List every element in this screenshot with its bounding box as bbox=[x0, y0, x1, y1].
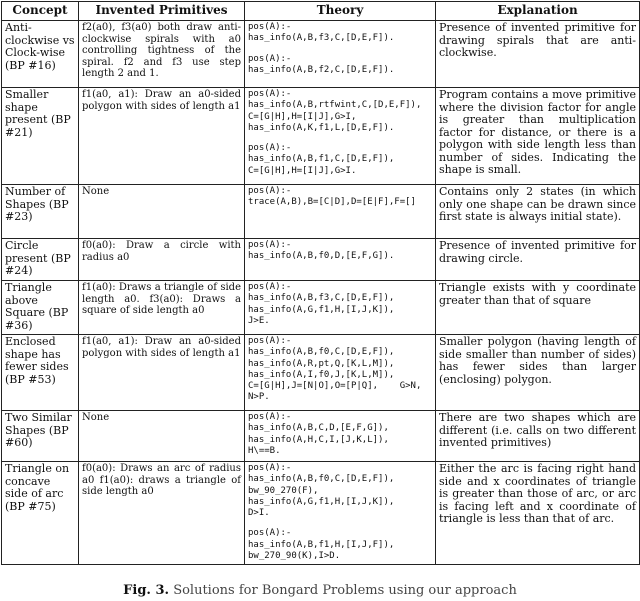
invented-cell: None bbox=[79, 411, 245, 462]
concept-cell: Circle present (BP #24) bbox=[2, 239, 79, 281]
table-row bbox=[2, 21, 640, 88]
caption-label: Fig. 3. bbox=[123, 583, 170, 598]
results-table bbox=[1, 1, 640, 565]
theory-cell bbox=[245, 462, 436, 565]
theory-cell bbox=[245, 185, 436, 239]
theory-clause: pos(A):- has_info(A,B,f0,D,[E,F,G]). bbox=[248, 240, 395, 262]
table-row bbox=[2, 335, 640, 411]
explanation-cell: Triangle exists with y coordinate greater than that of square bbox=[436, 281, 640, 335]
header-row bbox=[2, 2, 640, 21]
explanation-cell: There are two shapes which are different (i.e. calls on two different invented primitives) bbox=[436, 411, 640, 462]
explanation-cell: Either the arc is facing right hand side and x coordinates of triangle is greater than those of arc, or arc is facing left and x coordinate of triangle is less than that of arc. bbox=[436, 462, 640, 565]
invented-cell: f0(a0): Draw a circle with radius a0 bbox=[79, 239, 245, 281]
invented-cell: f0(a0): Draws an arc of radius a0 f1(a0): draws a triangle of side length a0 bbox=[79, 462, 245, 565]
theory-clause: pos(A):- has_info(A,B,C,D,[E,F,G]), has_info(A,H,C,I,[J,K,L]), H\==B. bbox=[248, 412, 389, 456]
table-row bbox=[2, 239, 640, 281]
theory-cell bbox=[245, 21, 436, 88]
explanation-cell: Contains only 2 states (in which only one shape can be drawn since first state is always initial state). bbox=[436, 185, 640, 239]
table-row bbox=[2, 185, 640, 239]
explanation-cell: Presence of invented primitive for drawing circle. bbox=[436, 239, 640, 281]
concept-cell: Triangle on concave side of arc (BP #75) bbox=[2, 462, 79, 565]
theory-cell bbox=[245, 335, 436, 411]
header-invented-primitives: Invented Primitives bbox=[79, 2, 245, 21]
invented-cell: f1(a0, a1): Draw an a0-sided polygon with sides of length a1 bbox=[79, 88, 245, 185]
explanation-cell: Program contains a move primitive where the division factor for angle is greater than multiplication factor for distance, or there is a polygon with side length less than number of sides. Indicating the shape is small. bbox=[436, 88, 640, 185]
header-explanation: Explanation bbox=[436, 2, 640, 21]
theory-cell bbox=[245, 88, 436, 185]
concept-cell: Number of Shapes (BP #23) bbox=[2, 185, 79, 239]
table-row bbox=[2, 88, 640, 185]
figure-caption bbox=[0, 583, 640, 599]
theory-cell bbox=[245, 239, 436, 281]
theory-clause: pos(A):- has_info(A,B,f0,C,[D,E,F]), has_info(A,R,pt,Q,[K,L,M]), has_info(A,I,f0,J,[K,L,M]), C=[G|H],J=[N|O],O=[P|Q], G>N, N>P. bbox=[248, 336, 422, 403]
theory-clause: pos(A):- has_info(A,B,f3,C,[D,E,F]), has_info(A,G,f1,H,[I,J,K]), J>E. bbox=[248, 282, 395, 326]
header-theory: Theory bbox=[245, 2, 436, 21]
concept-cell: Triangle above Square (BP #36) bbox=[2, 281, 79, 335]
invented-cell: f2(a0), f3(a0) both draw anti-clockwise spirals with a0 controlling tightness of the spiral. f2 and f3 use step length 2 and 1. bbox=[79, 21, 245, 88]
explanation-cell: Presence of invented primitive for drawing spirals that are anti-clockwise. bbox=[436, 21, 640, 88]
concept-cell: Enclosed shape has fewer sides (BP #53) bbox=[2, 335, 79, 411]
theory-clause: pos(A):- has_info(A,B,rtfwint,C,[D,E,F]), C=[G|H],H=[I|J],G>I, has_info(A,K,f1,L,[D,E,F]). bbox=[248, 89, 422, 133]
theory-cell bbox=[245, 281, 436, 335]
theory-clause: pos(A):- has_info(A,B,f0,C,[D,E,F]), bw_90_270(F), has_info(A,G,f1,H,[I,J,K]), D>I. bbox=[248, 463, 395, 519]
invented-cell: None bbox=[79, 185, 245, 239]
concept-cell: Anti-clockwise vs Clock-wise (BP #16) bbox=[2, 21, 79, 88]
theory-clause: pos(A):- has_info(A,B,f2,C,[D,E,F]). bbox=[248, 53, 395, 75]
caption-text: Solutions for Bongard Problems using our approach bbox=[173, 583, 517, 598]
header-concept: Concept bbox=[2, 2, 79, 21]
table-row bbox=[2, 411, 640, 462]
theory-clause: pos(A):- trace(A,B),B=[C|D],D=[E|F],F=[] bbox=[248, 186, 416, 208]
invented-cell: f1(a0): Draws a triangle of side length a0. f3(a0): Draws a square of side length a0 bbox=[79, 281, 245, 335]
table-row bbox=[2, 462, 640, 565]
concept-cell: Smaller shape present (BP #21) bbox=[2, 88, 79, 185]
theory-clause: pos(A):- has_info(A,B,f1,H,[I,J,F]), bw_270_90(K),I>D. bbox=[248, 528, 395, 562]
theory-clause: pos(A):- has_info(A,B,f3,C,[D,E,F]). bbox=[248, 22, 395, 44]
concept-cell: Two Similar Shapes (BP #60) bbox=[2, 411, 79, 462]
theory-clause: pos(A):- has_info(A,B,f1,C,[D,E,F]), C=[G|H],H=[I|J],G>I. bbox=[248, 143, 395, 176]
invented-cell: f1(a0, a1): Draw an a0-sided polygon with sides of length a1 bbox=[79, 335, 245, 411]
theory-cell bbox=[245, 411, 436, 462]
explanation-cell: Smaller polygon (having length of side smaller than number of sides) has fewer sides than larger (enclosing) polygon. bbox=[436, 335, 640, 411]
table-row bbox=[2, 281, 640, 335]
